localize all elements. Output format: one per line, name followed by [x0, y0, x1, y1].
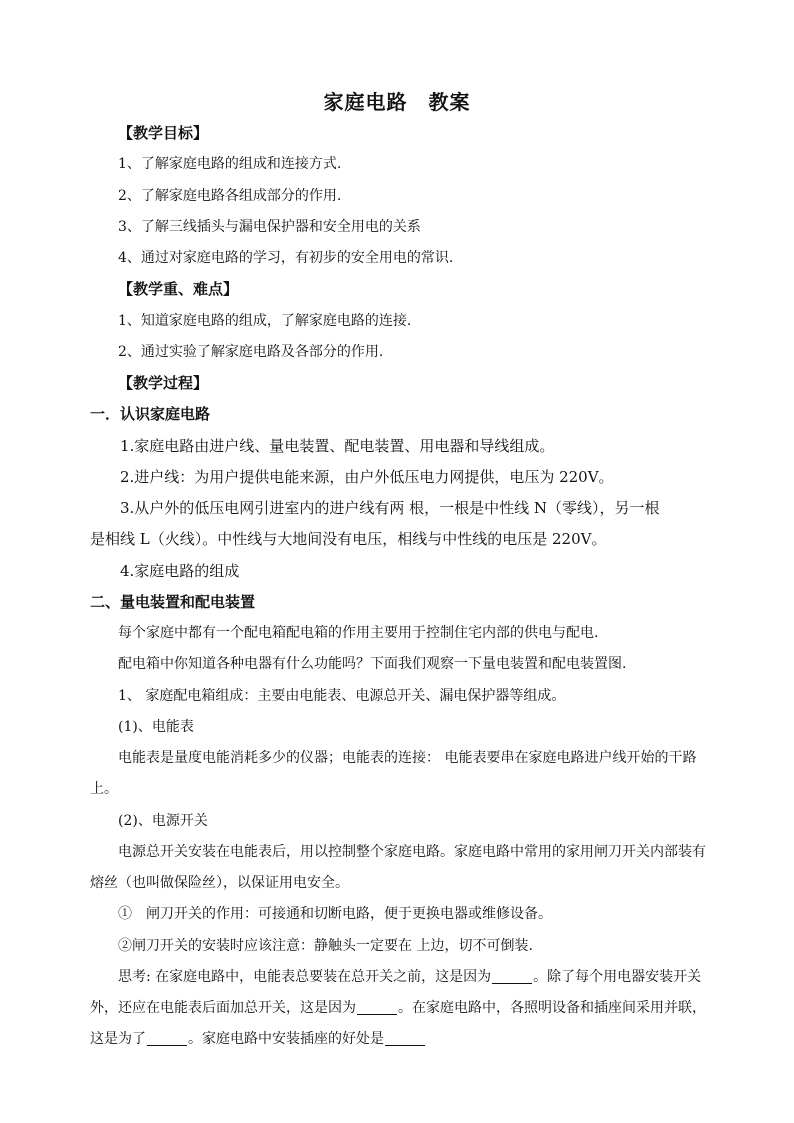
answer-blank — [357, 1000, 397, 1015]
section2-paragraph: 上。 — [90, 781, 118, 797]
section1-paragraph: 1.家庭电路由进户线、量电装置、配电装置、用电器和导线组成。 — [120, 437, 555, 455]
section2-paragraph: 电能表是量度电能消耗多少的仪器；电能表的连接： 电能表要串在家庭电路进户线开始的干路 — [118, 750, 697, 766]
answer-blank — [385, 1031, 425, 1046]
section1-paragraph: 4.家庭电路的组成 — [120, 562, 240, 580]
subheading-meter: (1)、电能表 — [118, 719, 194, 735]
subheading-switch: (2)、电源开关 — [118, 813, 208, 829]
section1-paragraph: 3.从户外的低压电网引进室内的进户线有两 根，一根是中性线 N（零线），另一根 — [120, 499, 660, 517]
section1-paragraph: 2.进户线：为用户提供电能来源，由户外低压电力网提供，电压为 220V。 — [120, 468, 614, 486]
question-line — [90, 1029, 710, 1049]
question-text: 这是为了 — [90, 1031, 146, 1047]
question-text: 。除了每个用电器安装开关 — [533, 969, 702, 985]
keypoint-item: 1、知道家庭电路的组成，了解家庭电路的连接. — [118, 313, 412, 329]
question-text: 外，还应在电能表后面加总开关，这是因为 — [90, 1000, 356, 1016]
question-text: 。在家庭电路中，各照明设备和插座间采用并联， — [398, 1000, 706, 1016]
question-line — [90, 998, 710, 1018]
section2-paragraph: ②闸刀开关的安装时应该注意：静触头一定要在 上边，切不可倒装. — [118, 938, 533, 954]
question-line — [118, 967, 738, 987]
process-heading: 【教学过程】 — [118, 374, 209, 392]
goal-item: 4、通过对家庭电路的学习，有初步的安全用电的常识. — [118, 250, 454, 266]
section2-heading: 二、量电装置和配电装置 — [90, 593, 256, 611]
question-text: 。家庭电路中安装插座的好处是 — [188, 1031, 384, 1047]
goals-heading: 【教学目标】 — [118, 124, 209, 142]
page-title: 家庭电路 教案 — [323, 90, 471, 114]
keypoint-item: 2、通过实验了解家庭电路及各部分的作用. — [118, 344, 384, 360]
answer-blank — [492, 969, 532, 984]
goal-item: 2、了解家庭电路各组成部分的作用. — [118, 188, 342, 204]
goal-item: 1、了解家庭电路的组成和连接方式. — [118, 156, 342, 172]
section1-paragraph: 是相线 L（火线）。中性线与大地间没有电压，相线与中性线的电压是 220V。 — [90, 530, 607, 548]
section2-paragraph: ① 闸刀开关的作用：可接通和切断电路，便于更换电器或维修设备。 — [118, 906, 552, 922]
keypoints-heading: 【教学重、难点】 — [118, 280, 239, 298]
section2-paragraph: 熔丝（也叫做保险丝），以保证用电安全。 — [90, 875, 349, 891]
section1-heading: 一．认识家庭电路 — [90, 405, 211, 423]
answer-blank — [147, 1031, 187, 1046]
question-text: 思考: 在家庭电路中，电能表总要装在总开关之前，这是因为 — [118, 969, 492, 985]
section2-paragraph: 每个家庭中都有一个配电箱配电箱的作用主要用于控制住宅内部的供电与配电. — [118, 625, 599, 641]
goal-item: 3、了解三线插头与漏电保护器和安全用电的关系 — [118, 219, 421, 235]
section2-paragraph: 1、 家庭配电箱组成：主要由电能表、电源总开关、漏电保护器等组成。 — [118, 688, 566, 704]
section2-paragraph: 电源总开关安装在电能表后，用以控制整个家庭电路。家庭电路中常用的家用闸刀开关内部装有 — [118, 844, 706, 860]
section2-paragraph: 配电箱中你知道各种电器有什么功能吗？下面我们观察一下量电装置和配电装置图. — [118, 656, 627, 672]
